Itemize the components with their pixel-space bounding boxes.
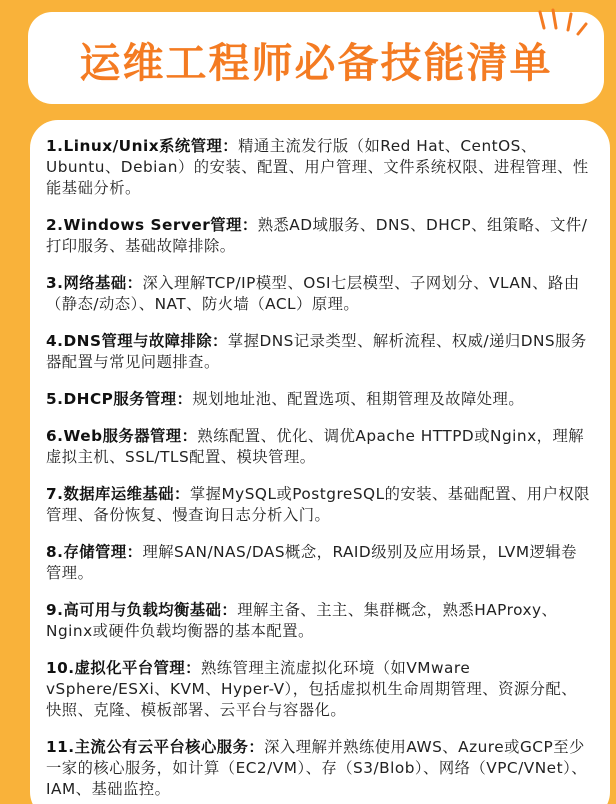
skill-item [46,484,590,526]
skill-item-title: 5.DHCP服务管理： [46,390,193,408]
skill-item [46,600,590,642]
skill-item-description: 熟练管理主流虚拟化环境（如VMware vSphere/ESXi、KVM、Hyper-V），包括虚拟机生命周期管理、资源分配、快照、克隆、模板部署、云平台与容器化。 [46,659,578,719]
skill-item-description: 熟悉AD域服务、DNS、DHCP、组策略、文件/打印服务、基础故障排除。 [46,216,588,255]
skill-item-title: 11.主流公有云平台核心服务： [46,738,265,756]
skill-item [46,389,590,410]
skill-item-description: 深入理解TCP/IP模型、OSI七层模型、子网划分、VLAN、路由（静态/动态）、NAT、防火墙（ACL）原理。 [46,274,580,313]
skill-item-description: 精通主流发行版（如Red Hat、CentOS、Ubuntu、Debian）的安装、配置、用户管理、文件系统权限、进程管理、性能基础分析。 [46,137,589,197]
skill-item-description: 掌握DNS记录类型、解析流程、权威/递归DNS服务器配置与常见问题排查。 [46,332,587,371]
skill-item-title: 2.Windows Server管理： [46,216,258,234]
skill-item-title: 7.数据库运维基础： [46,485,190,503]
skill-item [46,542,590,584]
skill-item-title: 8.存储管理： [46,543,143,561]
skill-item-description: 熟练配置、优化、调优Apache HTTPD或Nginx，理解虚拟主机、SSL/TLS配置、模块管理。 [46,427,585,466]
skill-item-title: 9.高可用与负载均衡基础： [46,601,238,619]
skill-item-description: 理解SAN/NAS/DAS概念，RAID级别及应用场景，LVM逻辑卷管理。 [46,543,577,582]
skill-item [46,426,590,468]
skill-item [46,136,590,199]
skill-item-description: 理解主备、主主、集群概念，熟悉HAProxy、Nginx或硬件负载均衡器的基本配置。 [46,601,558,640]
skill-item [46,331,590,373]
skills-list-card [30,120,610,804]
skill-item-description: 深入理解并熟练使用AWS、Azure或GCP至少一家的核心服务，如计算（EC2/VM）、存（S3/Blob）、网络（VPC/VNet）、IAM、基础监控。 [46,738,588,798]
title-card [28,12,604,104]
skill-item-title: 10.虚拟化平台管理： [46,659,201,677]
skill-item-description: 规划地址池、配置选项、租期管理及故障处理。 [192,390,525,408]
skill-item-title: 3.网络基础： [46,274,143,292]
skill-item-title: 6.Web服务器管理： [46,427,198,445]
skill-item-description: 掌握MySQL或PostgreSQL的安装、基础配置、用户权限管理、备份恢复、慢查询日志分析入门。 [46,485,590,524]
skill-item [46,273,590,315]
skill-item [46,215,590,257]
skill-item-title: 1.Linux/Unix系统管理： [46,137,239,155]
page-title: 运维工程师必备技能清单 [79,39,553,87]
skill-item [46,658,590,721]
sparkle-lines-icon [536,6,588,40]
skill-item-title: 4.DNS管理与故障排除： [46,332,228,350]
skill-item [46,737,590,800]
